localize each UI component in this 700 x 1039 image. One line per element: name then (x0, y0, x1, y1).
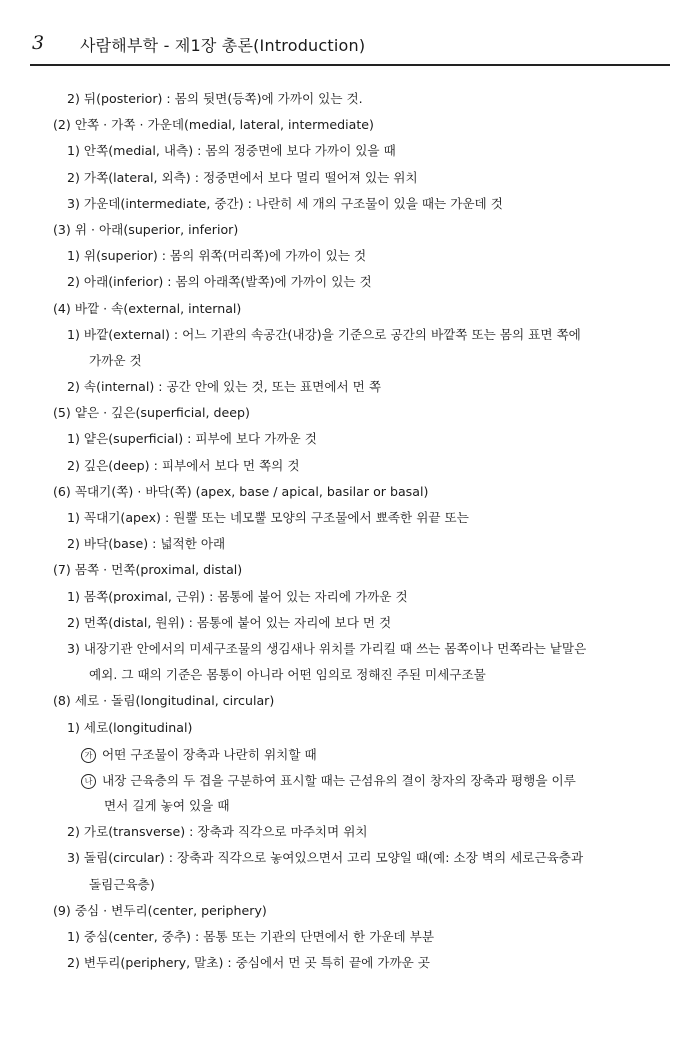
line-text: 1) 중심(center, 중추) : 몸통 또는 기관의 단면에서 한 가운데 부분 (67, 929, 435, 944)
section-heading (0, 296, 700, 322)
list-item (0, 715, 700, 741)
line-text: 1) 위(superior) : 몸의 위쪽(머리쪽)에 가까이 있는 것 (67, 248, 367, 264)
line-text: 1) 세로(longitudinal) (67, 719, 193, 735)
list-item (0, 453, 700, 479)
section-heading (0, 898, 700, 924)
list-item (0, 924, 700, 950)
line-text: (5) 얕은 · 깊은(superficial, deep) (53, 405, 250, 421)
line-text: 2) 가쪽(lateral, 외측) : 정중면에서 보다 멀리 떨어져 있는 위치 (67, 169, 418, 185)
line-text: 1) 바깥(external) : 어느 기관의 속공간(내강)을 기준으로 공간의 바깥쪽 또는 몸의 표면 쪽에 (67, 326, 581, 342)
section-heading (0, 557, 700, 583)
list-item (0, 165, 700, 191)
line-text: 3) 가운데(intermediate, 중간) : 나란히 세 개의 구조물이 있을 때는 가운데 것 (67, 195, 503, 211)
line-text: 3) 내장기관 안에서의 미세구조물의 생김새나 위치를 가리킬 때 쓰는 몸쪽이나 먼쪽라는 낱말은 (67, 640, 587, 656)
list-item (0, 819, 700, 845)
line-text: 3) 돌림(circular) : 장축과 직각으로 놓여있으면서 고리 모양일 때(예: 소장 벽의 세로근육층과 (67, 850, 584, 866)
line-text: (4) 바깥 · 속(external, internal) (53, 300, 242, 316)
list-item-continuation (0, 872, 700, 898)
line-text: 1) 안쪽(medial, 내측) : 몸의 정중면에 보다 가까이 있을 때 (67, 143, 396, 159)
list-item (0, 243, 700, 269)
line-text: 돌림근육층) (89, 876, 155, 892)
list-item-continuation (0, 348, 700, 374)
list-item (0, 610, 700, 636)
section-heading (0, 112, 700, 138)
list-item (0, 531, 700, 557)
document-body (0, 86, 700, 976)
section-heading (0, 400, 700, 426)
section-heading (0, 479, 700, 505)
sub-list-item (0, 767, 700, 793)
list-item (0, 845, 700, 871)
header-rule (30, 64, 670, 66)
sub-list-item-continuation (0, 793, 700, 819)
sub-list-item (0, 741, 700, 767)
list-item (0, 138, 700, 164)
list-item (0, 636, 700, 662)
line-text: (8) 세로 · 돌림(longitudinal, circular) (53, 693, 275, 709)
line-text: 2) 바닥(base) : 넓적한 아래 (67, 536, 226, 552)
line-text: 가까운 것 (89, 352, 142, 368)
list-item (0, 426, 700, 452)
list-item (0, 322, 700, 348)
line-text: (6) 꼭대기(쪽) · 바닥(쪽) (apex, base / apical, basilar or basal) (53, 483, 429, 499)
list-item (0, 86, 700, 112)
line-text: 내장 근육층의 두 겹을 구분하여 표시할 때는 근섬유의 결이 창자의 장축과 평행을 이루 (102, 773, 576, 789)
line-text: 예외. 그 때의 기준은 몸통이 아니라 어떤 임의로 정해진 주된 미세구조물 (89, 667, 486, 683)
section-heading (0, 217, 700, 243)
sub-list-item-content (81, 742, 317, 767)
line-text: 2) 속(internal) : 공간 안에 있는 것, 또는 표면에서 먼 쪽 (67, 379, 382, 395)
sub-list-item-content (81, 768, 576, 793)
line-text: (9) 중심 · 변두리(center, periphery) (53, 902, 267, 918)
page-number: 3 (32, 32, 45, 54)
line-text: 1) 얕은(superficial) : 피부에 보다 가까운 것 (67, 431, 317, 447)
page-header (28, 30, 668, 60)
line-text: 2) 깊은(deep) : 피부에서 보다 먼 쪽의 것 (67, 457, 300, 473)
line-text: 1) 몸쪽(proximal, 근위) : 몸통에 붙어 있는 자리에 가까운 것 (67, 588, 408, 604)
line-text: 면서 길게 놓여 있을 때 (104, 798, 230, 814)
line-text: 2) 가로(transverse) : 장축과 직각으로 마주치며 위치 (67, 824, 368, 840)
line-text: 2) 변두리(periphery, 말초) : 중심에서 먼 곳 특히 끝에 가까운 곳 (67, 955, 430, 971)
line-text: 2) 먼쪽(distal, 원위) : 몸통에 붙어 있는 자리에 보다 먼 것 (67, 614, 392, 630)
line-text: 2) 아래(inferior) : 몸의 아래쪽(발쪽)에 가까이 있는 것 (67, 274, 372, 290)
circled-marker: 나 (81, 774, 96, 789)
list-item (0, 584, 700, 610)
line-text: 1) 꼭대기(apex) : 원뿔 또는 네모뿔 모양의 구조물에서 뾰족한 위끝 또는 (67, 510, 469, 525)
line-text: (7) 몸쪽 · 먼쪽(proximal, distal) (53, 562, 243, 578)
line-text: (2) 안쪽 · 가쪽 · 가운데(medial, lateral, intermediate) (53, 117, 374, 133)
line-text: (3) 위 · 아래(superior, inferior) (53, 221, 239, 237)
list-item (0, 191, 700, 217)
list-item-continuation (0, 662, 700, 688)
list-item (0, 950, 700, 976)
section-heading (0, 688, 700, 714)
line-text: 2) 뒤(posterior) : 몸의 뒷면(등쪽)에 가까이 있는 것. (67, 91, 363, 106)
list-item (0, 269, 700, 295)
list-item (0, 505, 700, 531)
line-text: 어떤 구조물이 장축과 나란히 위치할 때 (102, 747, 317, 763)
circled-marker: 가 (81, 748, 96, 763)
list-item (0, 374, 700, 400)
page-title: 사람해부학 - 제1장 총론(Introduction) (80, 36, 366, 55)
